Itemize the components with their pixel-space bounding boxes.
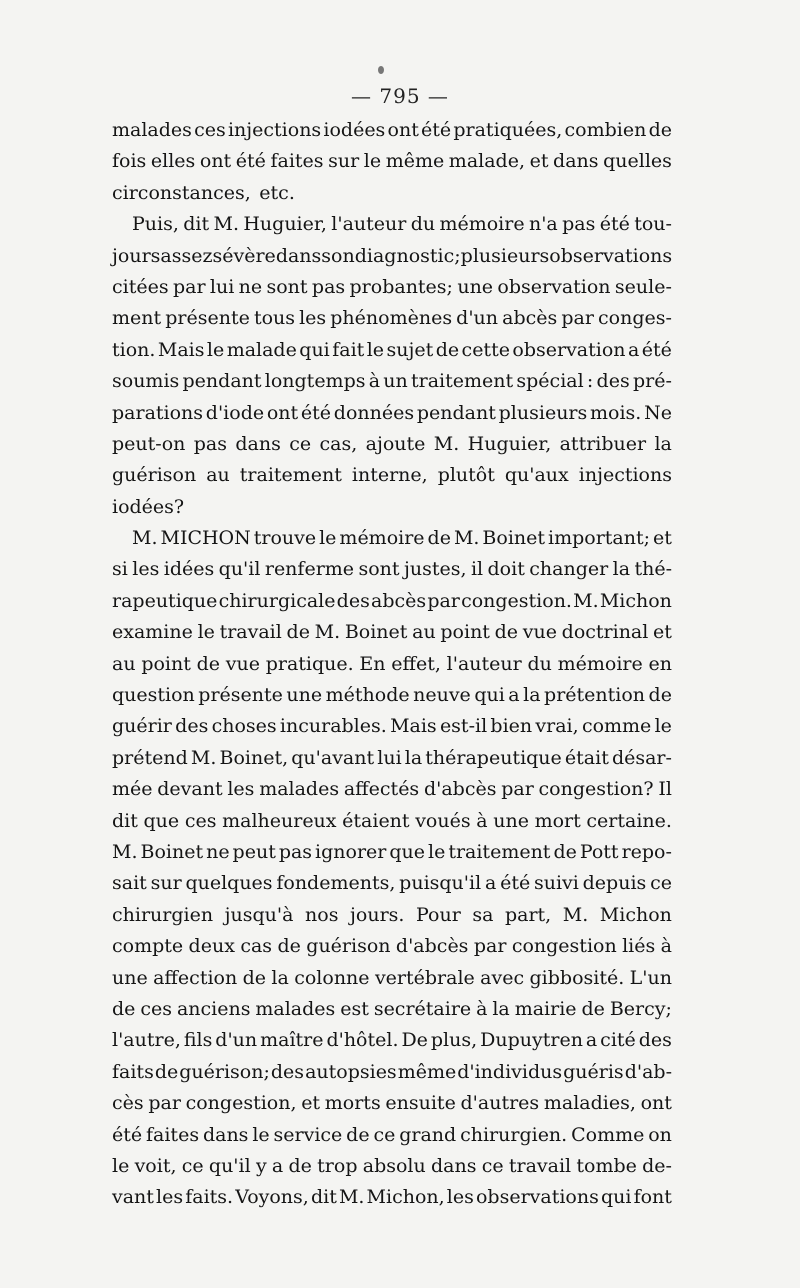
text-line: iodées? <box>112 495 185 518</box>
text-line: parations d'iode ont été données pendant plusieurs mois. Ne <box>112 401 672 424</box>
page-number: — 795 — <box>351 84 449 108</box>
text-line: rapeutique chirurgicale des abcès par congestion. M. Michon <box>112 589 672 612</box>
text-line: prétend M. Boinet, qu'avant lui la thérapeutique était désar- <box>112 746 672 769</box>
body-text <box>112 115 672 1214</box>
ink-speck <box>378 66 384 74</box>
text-line: si les idées qu'il renferme sont justes, il doit changer la thé- <box>112 558 672 581</box>
text-line: le voit, ce qu'il y a de trop absolu dans ce travail tombe de- <box>112 1154 672 1177</box>
text-line: une affection de la colonne vertébrale avec gibbosité. L'un <box>112 966 672 989</box>
text-line: vant les faits. Voyons, dit M. Michon, les observations qui font <box>112 1186 672 1209</box>
text-line: l'autre, fils d'un maître d'hôtel. De plus, Dupuytren a cité des <box>112 1029 672 1052</box>
text-line: M. MICHON trouve le mémoire de M. Boinet important; et <box>132 527 672 550</box>
text-line: au point de vue pratique. En effet, l'auteur du mémoire en <box>112 652 672 675</box>
text-line: peut-on pas dans ce cas, ajoute M. Huguier, attribuer la <box>112 432 672 455</box>
text-line: compte deux cas de guérison d'abcès par congestion liés à <box>112 935 672 958</box>
text-line: chirurgien jusqu'à nos jours. Pour sa part, M. Michon <box>112 903 672 926</box>
text-line: ment présente tous les phénomènes d'un abcès par conges- <box>112 307 672 330</box>
text-line: examine le travail de M. Boinet au point de vue doctrinal et <box>112 621 672 644</box>
text-line: malades ces injections iodées ont été pratiquées, combien de <box>112 119 672 141</box>
text-line: guérison au traitement interne, plutôt qu'aux injections <box>112 464 672 487</box>
text-line: mée devant les malades affectés d'abcès par congestion? Il <box>112 778 672 801</box>
text-line: été faites dans le service de ce grand chirurgien. Comme on <box>112 1123 672 1146</box>
text-line: dit que ces malheureux étaient voués à une mort certaine. <box>112 809 672 832</box>
text-line: guérir des choses incurables. Mais est-il bien vrai, comme le <box>112 715 672 738</box>
text-line: fois elles ont été faites sur le même malade, et dans quelles <box>112 150 672 173</box>
text-line: de ces anciens malades est secrétaire à la mairie de Bercy; <box>112 997 672 1020</box>
text-line: cès par congestion, et morts ensuite d'autres maladies, ont <box>112 1092 672 1115</box>
text-line: jours assez sévère dans son diagnostic; plusieurs observations <box>112 244 673 267</box>
text-line: M. Boinet ne peut pas ignorer que le traitement de Pott repo- <box>112 840 672 863</box>
text-line: question présente une méthode neuve qui a la prétention de <box>112 684 672 707</box>
text-line: circonstances, etc. <box>112 181 295 204</box>
text-line: soumis pendant longtemps à un traitement spécial : des pré- <box>112 370 672 393</box>
text-line: sait sur quelques fondements, puisqu'il a été suivi depuis ce <box>112 872 672 895</box>
text-line: citées par lui ne sont pas probantes; une observation seule- <box>112 275 672 298</box>
text-line: tion. Mais le malade qui fait le sujet de cette observation a été <box>112 338 672 361</box>
text-line: Puis, dit M. Huguier, l'auteur du mémoire n'a pas été tou- <box>132 213 672 236</box>
text-line: faits de guérison; des autopsies même d'individus guéris d'ab- <box>112 1060 672 1083</box>
